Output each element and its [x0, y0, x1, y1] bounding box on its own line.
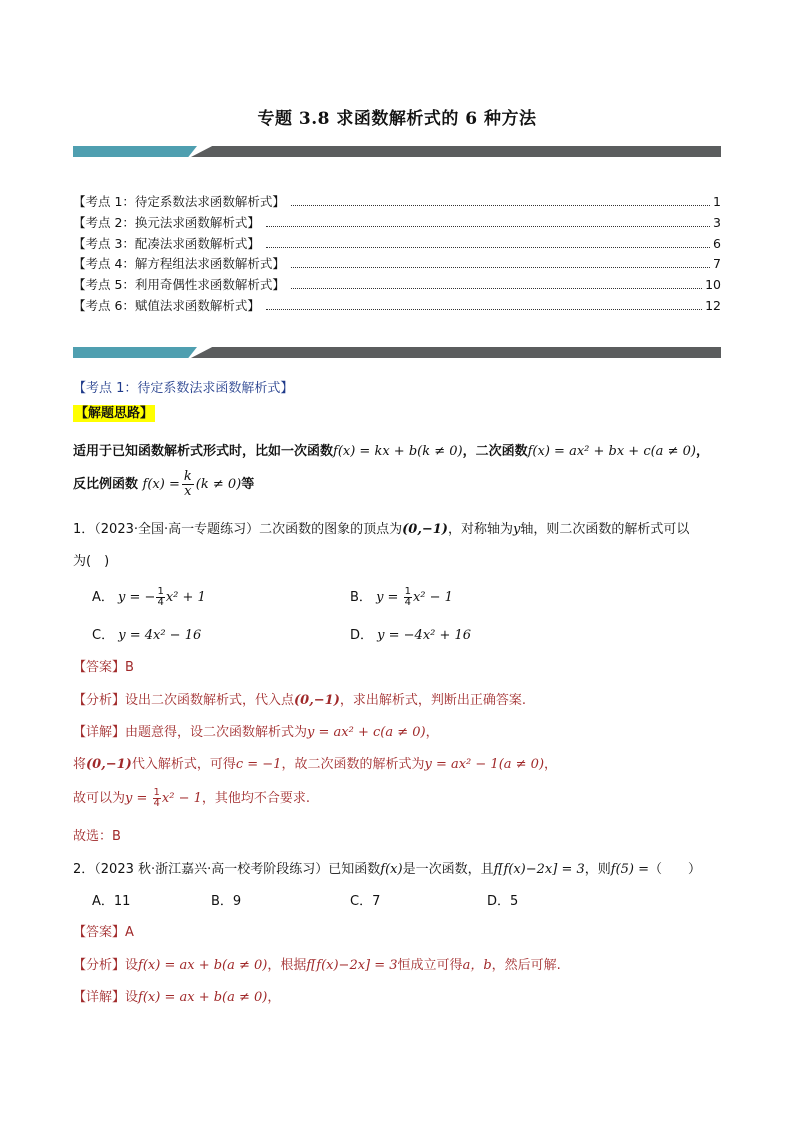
- option-label: C．: [350, 894, 373, 909]
- answer-2: [73, 921, 134, 940]
- detail-text: 将: [73, 757, 87, 772]
- analysis-1: [73, 689, 526, 708]
- toc-leader: [291, 204, 710, 206]
- option-formula: y = 4x² − 16: [118, 628, 202, 643]
- functional-equation: f[f(x)−2x] = 3: [493, 862, 585, 877]
- analysis-label: 【分析】: [73, 693, 126, 708]
- detail-formula: x² − 1: [161, 791, 202, 806]
- detail-fraction: [153, 788, 161, 809]
- option-value: 5: [510, 894, 519, 909]
- option-formula: y = −: [118, 590, 156, 605]
- tip-text-line-2: [73, 470, 254, 499]
- band-bar: [191, 347, 721, 358]
- fraction-denominator: 4: [404, 597, 411, 608]
- inverse-function-fraction: [182, 470, 194, 499]
- section-band: [73, 347, 721, 358]
- toc-item-label: 【考点 2：换元法求函数解析式】: [73, 214, 260, 230]
- band-accent: [73, 347, 197, 358]
- tip-text: ，: [695, 444, 709, 459]
- function-symbol: f(x): [380, 862, 403, 877]
- detail-text: 故可以为: [73, 791, 126, 806]
- detail-text: ，故二次函数的解析式为: [281, 757, 425, 772]
- target-value: f(5) =: [610, 862, 650, 877]
- option-formula: y =: [376, 590, 403, 605]
- fraction-denominator: 4: [153, 798, 160, 809]
- option-label: B．: [211, 894, 233, 909]
- detail-text: ，: [425, 725, 439, 740]
- quadratic-function-formula: f(x) = ax² + bx + c(a ≠ 0): [527, 444, 696, 459]
- option-value: 9: [232, 894, 242, 909]
- option-d[interactable]: [350, 624, 471, 643]
- option-b[interactable]: [211, 890, 241, 909]
- analysis-text: 设: [125, 958, 139, 973]
- option-label: B．: [350, 590, 372, 605]
- toc-item-label: 【考点 4：解方程组法求函数解析式】: [73, 256, 285, 272]
- toc-item-page: 12: [705, 297, 721, 313]
- toc-item-page: 10: [705, 277, 721, 293]
- toc-leader: [291, 266, 710, 268]
- toc-leader: [266, 308, 702, 310]
- option-c[interactable]: [350, 890, 380, 909]
- choice-value: B: [112, 829, 121, 844]
- page-title: 专题 3.8 求函数解析式的 6 种方法: [257, 109, 537, 129]
- detail-text: ，其他均不合要求.: [201, 791, 311, 806]
- toc-item[interactable]: [73, 275, 721, 296]
- option-value: 11: [113, 894, 131, 909]
- toc-item[interactable]: [73, 192, 721, 213]
- toc-item-page: 1: [713, 194, 721, 209]
- option-fraction: [156, 587, 164, 608]
- detail-1-line-3: [73, 787, 310, 809]
- option-fraction: [404, 587, 412, 608]
- toc-leader: [266, 225, 710, 227]
- tip-label-wrap: [73, 402, 155, 421]
- fraction-numerator: k: [183, 469, 192, 484]
- choice-label: 故选：: [73, 829, 113, 844]
- tip-text-line-1: [73, 440, 733, 459]
- toc-item-label: 【考点 6：赋值法求函数解析式】: [73, 297, 260, 313]
- vertex-point: (0,−1): [402, 522, 448, 537]
- analysis-formula: f[f(x)−2x] = 3: [306, 958, 398, 973]
- toc-item-page: 6: [713, 235, 721, 251]
- analysis-formula: f(x) = ax + b(a ≠ 0): [138, 958, 268, 973]
- detail-formula: y = ax² + c(a ≠ 0): [307, 725, 426, 740]
- toc-item-label: 【考点 3：配凑法求函数解析式】: [73, 235, 260, 251]
- option-b[interactable]: [350, 586, 453, 608]
- question-text: ，对称轴为: [447, 522, 513, 537]
- toc-leader: [291, 287, 702, 289]
- question-text: 轴，则二次函数的解析式可以: [520, 522, 690, 537]
- question-1-stem: [73, 518, 689, 537]
- detail-text: ，: [267, 990, 281, 1005]
- band-bar: [191, 146, 721, 157]
- option-label: D．: [487, 894, 511, 909]
- option-d[interactable]: [487, 890, 518, 909]
- option-formula: x² + 1: [165, 590, 206, 605]
- option-formula: y = −4x² + 16: [377, 628, 472, 643]
- detail-point: (0,−1): [86, 757, 132, 772]
- tip-text: 等: [241, 477, 255, 492]
- table-of-contents: [73, 192, 721, 317]
- analysis-text: 设出二次函数解析式，代入点: [125, 693, 295, 708]
- toc-item-page: 7: [713, 256, 721, 272]
- option-a[interactable]: [92, 890, 130, 909]
- fraction-denominator: x: [184, 484, 192, 499]
- analysis-label: 【分析】: [73, 958, 126, 973]
- answer-label: 【答案】: [73, 925, 126, 940]
- detail-text: 由题意得，设二次函数解析式为: [125, 725, 308, 740]
- toc-item[interactable]: [73, 234, 721, 255]
- detail-label: 【详解】: [73, 725, 126, 740]
- toc-item-page: 3: [713, 214, 721, 230]
- analysis-text: 恒成立可得: [397, 958, 463, 973]
- detail-text: 代入解析式，可得: [131, 757, 236, 772]
- fraction-denominator: 4: [157, 597, 164, 608]
- detail-2-line-1: [73, 986, 280, 1005]
- option-c[interactable]: [92, 624, 201, 643]
- detail-formula: y =: [125, 791, 152, 806]
- answer-1: [73, 656, 134, 675]
- detail-formula: c = −1: [235, 757, 282, 772]
- option-formula: x² − 1: [412, 590, 453, 605]
- tip-text: ，二次函数: [462, 444, 528, 459]
- analysis-point: (0,−1): [294, 693, 340, 708]
- analysis-2: [73, 954, 561, 973]
- toc-leader: [266, 246, 710, 248]
- section-heading: 【考点 1：待定系数法求函数解析式】: [73, 381, 294, 396]
- option-value: 7: [372, 894, 381, 909]
- detail-text: ，: [544, 757, 558, 772]
- inverse-function-condition: (k ≠ 0): [195, 477, 242, 492]
- detail-text: 设: [125, 990, 139, 1005]
- fraction-numerator: 1: [404, 586, 411, 597]
- detail-formula: f(x) = ax + b(a ≠ 0): [138, 990, 268, 1005]
- question-2-stem: [73, 858, 701, 877]
- option-label: A．: [92, 894, 114, 909]
- tip-label: 【解题思路】: [75, 406, 154, 421]
- answer-value: B: [125, 660, 134, 675]
- tip-text: 反比例函数: [73, 477, 139, 492]
- question-text: 是一次函数，且: [402, 862, 494, 877]
- band-accent: [73, 146, 197, 157]
- detail-1-line-1: [73, 721, 439, 740]
- option-label: C．: [92, 628, 115, 643]
- option-a[interactable]: [92, 586, 206, 608]
- fraction-numerator: 1: [157, 586, 164, 597]
- analysis-text: ，然后可解.: [491, 958, 561, 973]
- analysis-text: ，根据: [267, 958, 307, 973]
- analysis-text: ，求出解析式，判断出正确答案.: [339, 693, 526, 708]
- toc-item-label: 【考点 5：利用奇偶性求函数解析式】: [73, 277, 285, 293]
- detail-label: 【详解】: [73, 990, 126, 1005]
- choice-1: [73, 825, 121, 844]
- question-text: 1．（2023·全国·高一专题练习）二次函数的图象的顶点为: [73, 522, 403, 537]
- question-text: ，则: [584, 862, 611, 877]
- detail-formula: y = ax² − 1(a ≠ 0): [424, 757, 545, 772]
- toc-item[interactable]: [73, 296, 721, 317]
- question-text: 2．（2023 秋·浙江嘉兴·高一校考阶段练习）已知函数: [73, 862, 381, 877]
- answer-value: A: [125, 925, 134, 940]
- answer-label: 【答案】: [73, 660, 126, 675]
- question-text: （ ）: [649, 862, 702, 877]
- detail-1-line-2: [73, 753, 557, 772]
- option-label: D．: [350, 628, 374, 643]
- axis-variable: y: [512, 522, 521, 537]
- tip-text: 适用于已知函数解析式形式时，比如一次函数: [73, 444, 334, 459]
- toc-item[interactable]: [73, 254, 721, 275]
- inverse-function-lhs: f(x) =: [142, 477, 180, 492]
- analysis-variables: a，b: [462, 958, 492, 973]
- toc-item[interactable]: [73, 213, 721, 234]
- linear-function-formula: f(x) = kx + b(k ≠ 0): [333, 444, 463, 459]
- fraction-numerator: 1: [153, 787, 160, 798]
- toc-item-label: 【考点 1：待定系数法求函数解析式】: [73, 194, 285, 209]
- header-band: [73, 146, 721, 157]
- question-1-stem-line-2: 为( ): [73, 554, 110, 569]
- option-label: A．: [92, 590, 114, 605]
